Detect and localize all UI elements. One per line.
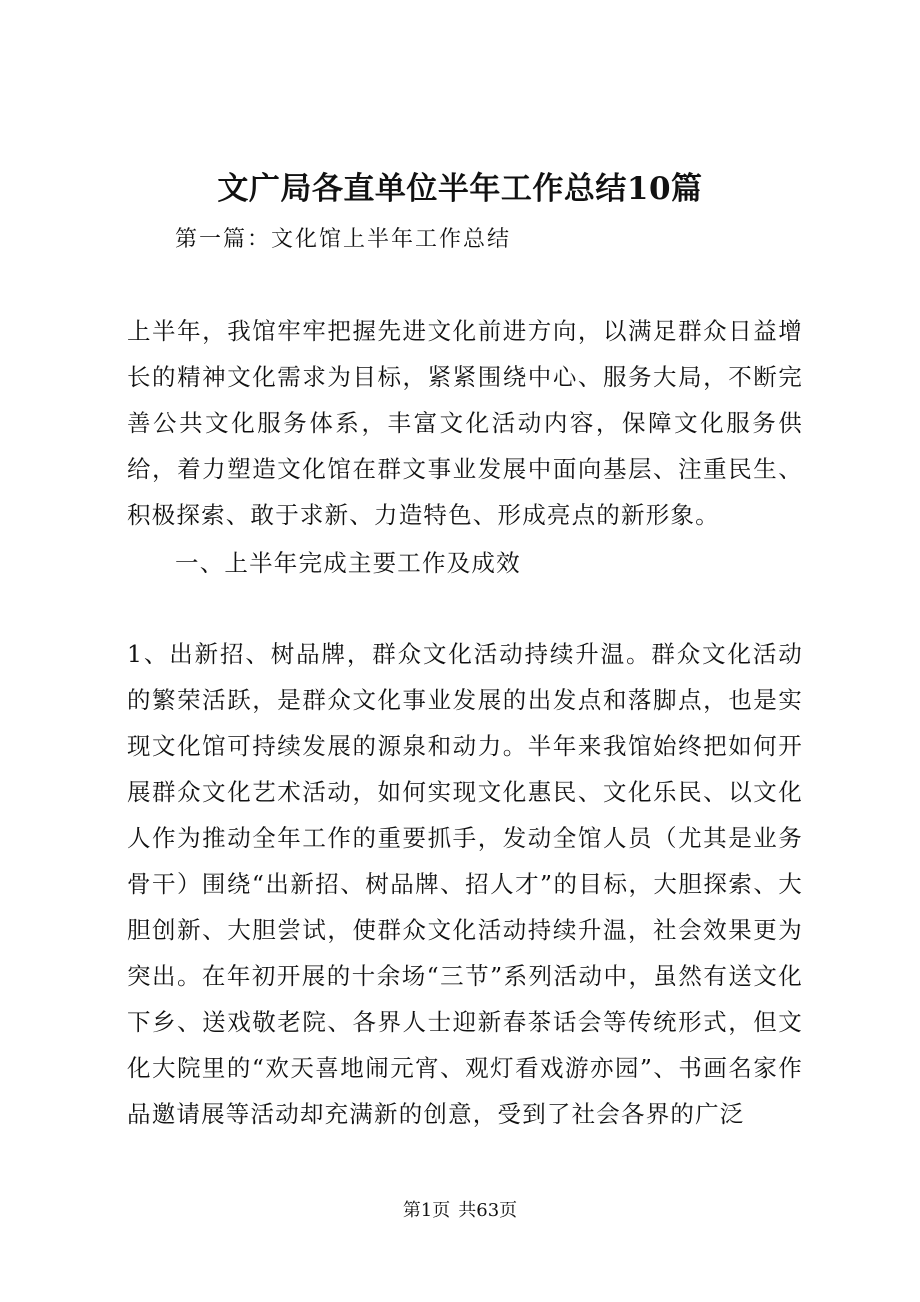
document-subtitle: 第一篇：文化馆上半年工作总结 — [175, 227, 512, 252]
page-footer — [0, 1196, 920, 1226]
section-heading: 一、上半年完成主要工作及成效 — [175, 549, 521, 577]
page-total: 共63页 — [458, 1200, 518, 1221]
document-title: 文广局各直单位半年工作总结10篇 — [217, 171, 703, 207]
paragraph-section-1: 1、出新招、树品牌，群众文化活动持续升温。群众文化活动的繁荣活跃，是群众文化事业发展的出发点和落脚点，也是实现文化馆可持续发展的源泉和动力。半年来我馆始终把如何开展群众文化艺术活动，如何实现文化惠民、文化乐民、以文化人作为推动全年工作的重要抓手，发动全馆人员（尤其是业务骨干）围绕“出新招、树品牌、招人才”的目标，大胆探索、大胆创新、大胆尝试，使群众文化活动持续升温，社会效果更为突出。在年初开展的十余场“三节”系列活动中，虽然有送文化下乡、送戏敬老院、各界人士迎新春茶话会等传统形式，但文化大院里的“欢天喜地闹元宵、观灯看戏游亦园”、书画名家作品邀请展等活动却充满新的创意，受到了社会各界的广泛 — [127, 640, 803, 1128]
paragraph-intro: 上半年，我馆牢牢把握先进文化前进方向，以满足群众日益增长的精神文化需求为目标，紧紧围绕中心、服务大局，不断完善公共文化服务体系，丰富文化活动内容，保障文化服务供给，着力塑造文化馆在群文事业发展中面向基层、注重民生、积极探索、敢于求新、力造特色、形成亮点的新形象。 — [127, 317, 803, 529]
page-number: 第1页 — [402, 1200, 451, 1221]
